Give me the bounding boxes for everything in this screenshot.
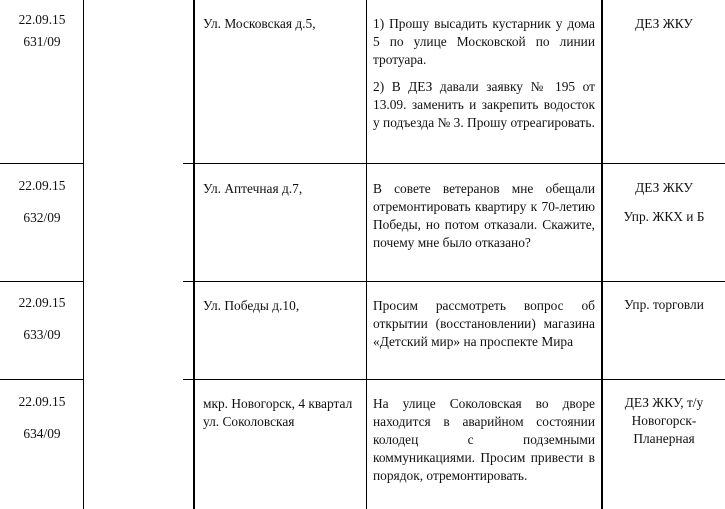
executor: ДЕЗ ЖКУ xyxy=(635,16,693,31)
executor-cell xyxy=(605,296,723,314)
request-cell xyxy=(373,180,595,252)
row-border-1 xyxy=(0,163,83,164)
date-cell xyxy=(0,393,84,447)
registration-number: 634/09 xyxy=(23,426,61,441)
executor: Упр. торговли xyxy=(624,297,704,312)
executor: ДЕЗ ЖКУ, т/у Новогорск-Планерная xyxy=(624,395,704,446)
date-cell xyxy=(0,294,84,348)
executor: ДЕЗ ЖКУ xyxy=(635,180,693,195)
date: 22.09.15 xyxy=(18,178,66,193)
executor-cell xyxy=(605,179,723,226)
address-cell: Ул. Аптечная д.7, xyxy=(203,181,303,196)
executor: Упр. ЖКХ и Б xyxy=(623,209,705,224)
col-border-3 xyxy=(366,0,367,509)
row-border-3 xyxy=(0,379,83,380)
request-cell xyxy=(373,15,595,132)
executor-cell xyxy=(605,394,723,448)
row-border-2 xyxy=(183,281,725,282)
request-text: 1) Прошу высадить кустарник у дома 5 по улице Московской по линии тротуара. xyxy=(373,16,595,67)
col-border-2 xyxy=(193,0,195,509)
row-border-3 xyxy=(183,379,725,380)
address-cell: мкр. Новогорск, 4 квартал ул. Соколовская xyxy=(203,396,353,429)
request-cell xyxy=(373,297,595,351)
row-border-1 xyxy=(183,163,725,164)
registration-number: 633/09 xyxy=(23,327,61,342)
request-text: Просим рассмотреть вопрос об открытии (восстановлении) магазина «Детский мир» на проспекте Мира xyxy=(373,298,595,349)
request-text: В совете ветеранов мне обещали отремонтировать квартиру к 70-летию Победы, но потом отказали. Скажите, почему мне было отказано? xyxy=(373,181,595,250)
date: 22.09.15 xyxy=(18,12,66,27)
request-text: На улице Соколовская во дворе находится в аварийном состоянии колодец с подземными коммуникациями. Просим привести в порядок, отремонтировать. xyxy=(373,396,595,483)
date-cell xyxy=(0,177,84,231)
request-text: 2) В ДЕЗ давали заявку № 195 от 13.09. заменить и закрепить водосток у подъезда № 3. Прошу отреагировать. xyxy=(373,79,595,130)
date: 22.09.15 xyxy=(18,394,66,409)
date-cell xyxy=(0,11,84,55)
address-cell: Ул. Московская д.5, xyxy=(203,16,316,31)
registration-number: 631/09 xyxy=(23,34,61,49)
date: 22.09.15 xyxy=(18,295,66,310)
col-border-4 xyxy=(601,0,603,509)
registration-number: 632/09 xyxy=(23,210,61,225)
row-border-2 xyxy=(0,281,83,282)
address-cell: Ул. Победы д.10, xyxy=(203,298,300,313)
executor-cell xyxy=(605,15,723,33)
request-cell xyxy=(373,395,595,485)
